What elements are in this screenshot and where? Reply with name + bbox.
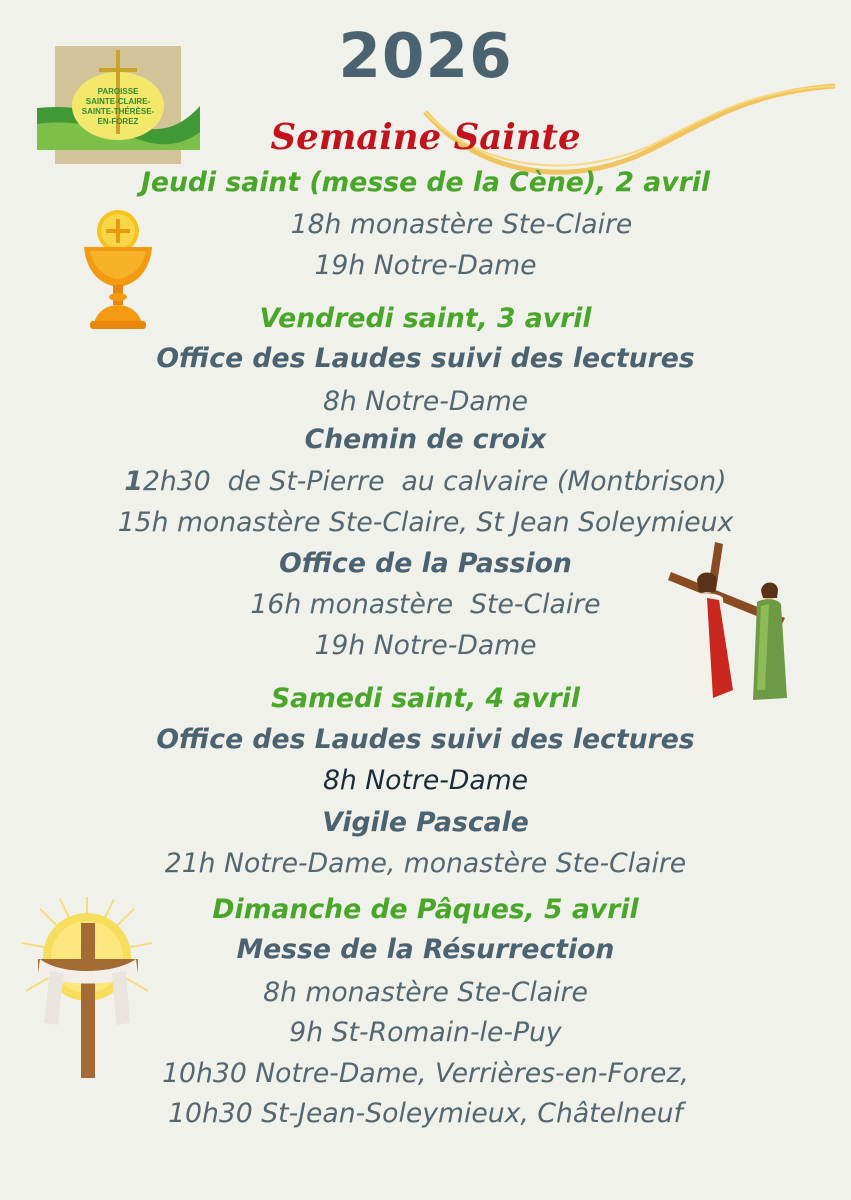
vendredi-heading: Vendredi saint, 3 avril xyxy=(259,303,592,334)
dimanche-line-4: 10h30 St-Jean-Soleymieux, Châtelneuf xyxy=(168,1098,683,1129)
dimanche-line-1: 8h monastère Ste-Claire xyxy=(263,977,588,1008)
samedi-laudes: Office des Laudes suivi des lectures xyxy=(156,724,695,755)
year: 2026 xyxy=(338,21,513,92)
vendredi-passion: Office de la Passion xyxy=(279,548,572,579)
dimanche-line-2: 9h St-Romain-le-Puy xyxy=(289,1017,562,1048)
jeudi-line-1: 18h monastère Ste-Claire xyxy=(290,209,633,240)
logo-line-2: SAINTE-CLAIRE- xyxy=(85,97,151,106)
vendredi-laudes-time: 8h Notre-Dame xyxy=(322,386,529,417)
vendredi-passion-line-2: 19h Notre-Dame xyxy=(314,630,537,661)
vendredi-passion-line-1: 16h monastère Ste-Claire xyxy=(250,589,601,620)
samedi-vigile-time: 21h Notre-Dame, monastère Ste-Claire xyxy=(164,848,687,879)
samedi-laudes-time: 8h Notre-Dame xyxy=(322,765,529,796)
logo-line-3: SAINTE-THÉRÈSE- xyxy=(81,107,155,116)
vendredi-laudes: Office des Laudes suivi des lectures xyxy=(156,343,695,374)
samedi-vigile: Vigile Pascale xyxy=(322,807,529,838)
vendredi-chemin-line-2: 15h monastère Ste-Claire, St Jean Soleymieux xyxy=(117,507,734,538)
vendredi-chemin: Chemin de croix xyxy=(304,424,547,455)
logo-line-4: EN-FOREZ xyxy=(97,117,139,126)
dimanche-line-3: 10h30 Notre-Dame, Verrières-en-Forez, xyxy=(162,1058,689,1089)
samedi-heading: Samedi saint, 4 avril xyxy=(270,683,581,714)
page-title: Semaine Sainte xyxy=(270,117,581,158)
jeudi-line-2: 19h Notre-Dame xyxy=(314,250,537,281)
jeudi-heading: Jeudi saint (messe de la Cène), 2 avril xyxy=(140,167,710,198)
chemin-first-digit: 1 xyxy=(124,466,143,497)
logo-line-1: PAROISSE xyxy=(97,87,139,96)
chemin-rest: 2h30 de St-Pierre au calvaire (Montbrison) xyxy=(142,466,727,497)
dimanche-heading: Dimanche de Pâques, 5 avril xyxy=(212,894,639,925)
dimanche-messe: Messe de la Résurrection xyxy=(236,934,615,965)
vendredi-chemin-line-1 xyxy=(0,466,851,497)
